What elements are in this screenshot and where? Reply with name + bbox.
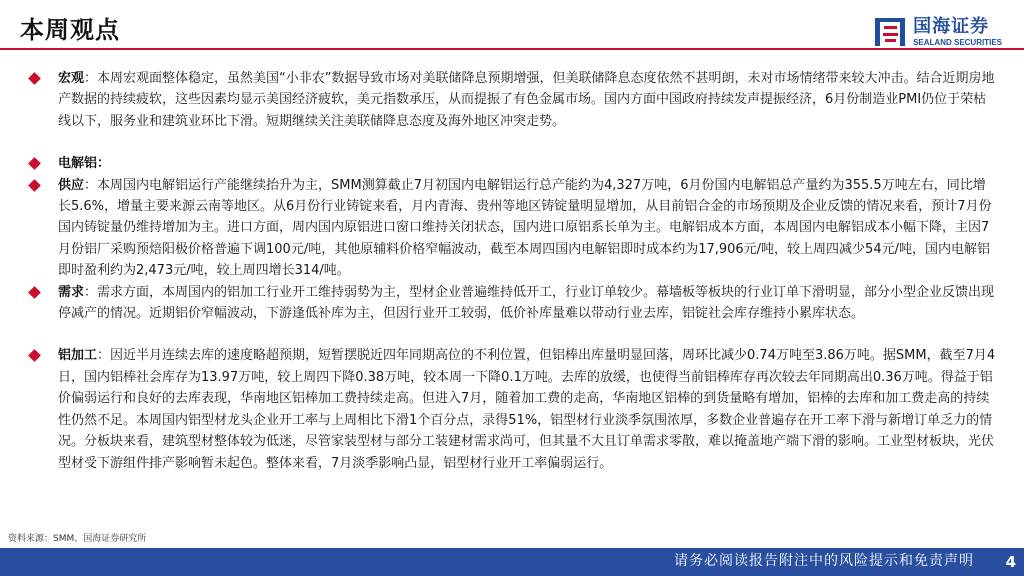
company-logo bbox=[873, 12, 1002, 52]
section-aluminum-processing bbox=[30, 345, 996, 473]
section-text: 本周宏观面整体稳定，虽然美国“小非农”数据导致市场对美联储降息预期增强，但美联储降息态度依然不甚明朗，未对市场情绪带来较大冲击。结合近期房地产数据的持续疲软，这些因素均显示美国经济疲软，美元指数承压，从而提振了有色金属市场。国内方面中国政府持续发声提振经济，6月份制造业PMI仍位于荣枯线以下，服务业和建筑业环比下滑。短期继续关注美联储降息态度及海外地区冲突走势。 bbox=[58, 71, 995, 129]
section-lead: 供应 bbox=[58, 177, 85, 193]
section-lead: 电解铝： bbox=[58, 156, 111, 172]
section-text: 本周国内电解铝运行产能继续抬升为主，SMM测算截止7月初国内电解铝运行总产能约为4,327万吨，6月份国内电解铝总产量约为355.5万吨左右，同比增长5.6%，增量主要来源云南等地区。从6月份行业铸锭来看，月内青海、贵州等地区铸锭量明显增加，从目前铝合金的市场预期及企业反馈的情况来看，预计7月份国内铸锭量仍维持增加为主。进口方面，周内国内原铝进口窗口维持关闭状态，国内进口原铝系长单为主。电解铝成本方面，本周国内电解铝成本小幅下降，主因7月份铝厂采购预焙阳极价格普遍下调100元/吨，其他原辅料价格窄幅波动，截至本周四国内电解铝即时成本约为17,906元/吨，较上周四减少54元/吨，国内电解铝即时盈利约为2,473元/吨，较上周四增长314/吨。 bbox=[58, 177, 992, 279]
diamond-bullet-icon bbox=[28, 286, 41, 299]
data-source-note: 资料来源：SMM、国海证券研究所 bbox=[8, 534, 147, 544]
section-sep: ： bbox=[84, 284, 98, 300]
title-divider bbox=[0, 48, 1024, 50]
section-lead: 铝加工 bbox=[58, 348, 98, 364]
section-sep: ： bbox=[84, 71, 98, 86]
section-electrolytic-aluminum bbox=[30, 153, 996, 174]
page-title: 本周观点 bbox=[20, 16, 120, 44]
footer-disclaimer: 请务必阅读报告附注中的风险提示和免责声明 bbox=[674, 553, 974, 569]
diamond-bullet-icon bbox=[28, 350, 41, 363]
footer-bar bbox=[0, 548, 1024, 576]
logo-english-text: SEALAND SECURITIES bbox=[913, 37, 1002, 47]
diamond-bullet-icon bbox=[28, 179, 41, 192]
diamond-bullet-icon bbox=[28, 157, 41, 170]
content-area bbox=[30, 68, 996, 474]
section-supply bbox=[30, 175, 996, 282]
section-demand bbox=[30, 282, 996, 325]
section-text: 需求方面，本周国内的铝加工行业开工维持弱势为主，型材企业普遍维持低开工，行业订单较少。幕墙板等板块的行业订单下滑明显，部分小型企业反馈出现停减产的情况。近期铝价窄幅波动，下游逢低补库为主，但因行业开工较弱，低价补库量难以带动行业去库，铝锭社会库存维持小累库状态。 bbox=[58, 284, 995, 322]
section-sep: ： bbox=[97, 348, 111, 364]
logo-mark-icon bbox=[873, 15, 907, 49]
section-lead: 宏观 bbox=[58, 71, 85, 86]
section-text: 因近半月连续去库的速度略超预期，短暂摆脱近四年同期高位的不利位置，但铝棒出库量明显回落，周环比减少0.74万吨至3.86万吨。据SMM，截至7月4日，国内铝棒社会库存为13.97万吨，较上周四下降0.38万吨，较本周一下降0.1万吨。去库的放缓，也使得当前铝棒库存再次较去年同期高出0.36万吨。得益于铝价偏弱运行和良好的去库表现，华南地区铝棒加工费持续走高。但进入7月，随着加工费的走高，华南地区铝棒的到货量略有增加，铝棒的去库和加工费走高的持续性仍然不足。本周国内铝型材龙头企业开工率与上周相比下滑1个百分点，录得51%，铝型材行业淡季氛围浓厚，多数企业普遍存在开工率下滑与新增订单乏力的情况。分板块来看，建筑型材整体较为低迷，尽管家装型材与部分工装建材需求尚可，但其量不大且订单需求零散，难以掩盖地产端下滑的影响。工业型材板块，光伏型材受下游组件排产影响暂未起色。整体来看，7月淡季影响凸显，铝型材行业开工率偏弱运行。 bbox=[58, 348, 996, 471]
logo-chinese-text: 国海证券 bbox=[913, 15, 990, 37]
diamond-bullet-icon bbox=[28, 72, 41, 85]
page-number: 4 bbox=[1005, 553, 1016, 571]
section-macro bbox=[30, 68, 996, 132]
section-lead: 需求 bbox=[58, 284, 85, 300]
section-sep: ： bbox=[84, 177, 98, 193]
